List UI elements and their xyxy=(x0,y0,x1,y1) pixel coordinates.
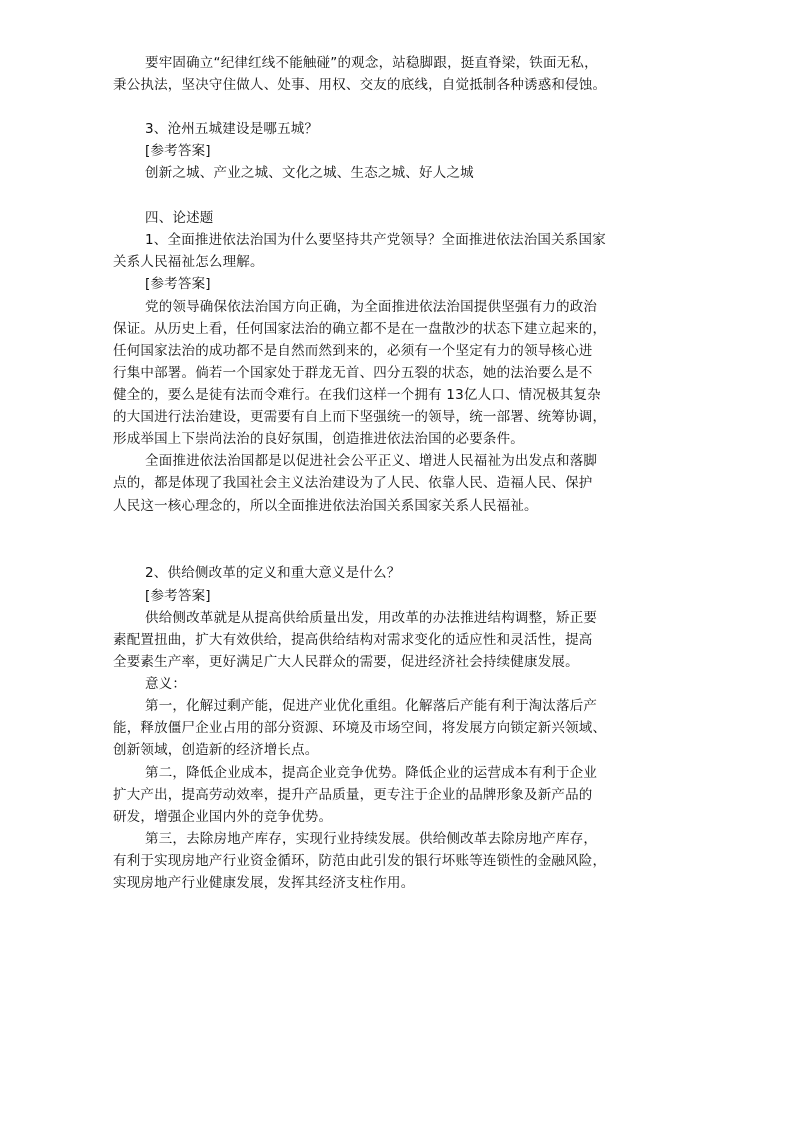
text-line: 意义： xyxy=(145,676,187,692)
text-line: 全要素生产率，更好满足广大人民群众的需要，促进经济社会持续健康发展。 xyxy=(113,654,579,670)
text-line: 创新领域，创造新的经济增长点。 xyxy=(113,742,319,758)
text-line: 第三，去除房地产库存，实现行业持续发展。供给侧改革去除房地产库存， xyxy=(145,831,598,847)
text-line: 3、沧州五城建设是哪五城？ xyxy=(145,121,319,137)
text-line: 2、供给侧改革的定义和重大意义是什么？ xyxy=(145,565,401,581)
text-line: 供给侧改革就是从提高供给质量出发，用改革的办法推进结构调整，矫正要 xyxy=(145,610,598,626)
text-line: 要牢固确立“纪律红线不能触碰”的观念，站稳脚跟，挺直脊梁，铁面无私， xyxy=(145,55,598,71)
text-line: 人民这一核心理念的，所以全面推进依法治国关系国家关系人民福祉。 xyxy=(113,498,538,514)
text-line: 形成举国上下崇尚法治的良好氛围，创造推进依法治国的必要条件。 xyxy=(113,431,524,447)
text-line: 能，释放僵尸企业占用的部分资源、环境及市场空间，将发展方向锁定新兴领域、 xyxy=(113,720,607,736)
text-line: 四、论述题 xyxy=(145,210,214,226)
text-line: 保证。从历史上看，任何国家法治的确立都不是在一盘散沙的状态下建立起来的， xyxy=(113,321,607,337)
text-line: 素配置扭曲，扩大有效供给，提高供给结构对需求变化的适应性和灵活性，提高 xyxy=(113,632,593,648)
text-line: 实现房地产行业健康发展，发挥其经济支柱作用。 xyxy=(113,875,415,891)
text-line: 秉公执法，坚决守住做人、处事、用权、交友的底线，自觉抵制各种诱惑和侵蚀。 xyxy=(113,77,607,93)
text-line: 全面推进依法治国都是以促进社会公平正义、增进人民福祉为出发点和落脚 xyxy=(145,453,598,469)
text-line: [参考答案] xyxy=(145,143,211,159)
text-line: 关系人民福祉怎么理解。 xyxy=(113,254,264,270)
text-line: 有利于实现房地产行业资金循环，防范由此引发的银行坏账等连锁性的金融风险， xyxy=(113,853,607,869)
text-line: 党的领导确保依法治国方向正确，为全面推进依法治国提供坚强有力的政治 xyxy=(145,299,598,315)
text-line: 行集中部署。倘若一个国家处于群龙无首、四分五裂的状态，她的法治要么是不 xyxy=(113,365,593,381)
text-line: [参考答案] xyxy=(145,276,211,292)
text-line: 创新之城、产业之城、文化之城、生态之城、好人之城 xyxy=(145,165,474,181)
text-line: 研发，增强企业国内外的竞争优势。 xyxy=(113,809,333,825)
text-line: 扩大产出，提高劳动效率，提升产品质量，更专注于企业的品牌形象及新产品的 xyxy=(113,787,593,803)
text-line: 任何国家法治的成功都不是自然而然到来的，必须有一个坚定有力的领导核心进 xyxy=(113,343,593,359)
text-line: 点的，都是体现了我国社会主义法治建设为了人民、依靠人民、造福人民、保护 xyxy=(113,475,593,491)
text-line: [参考答案] xyxy=(145,588,211,604)
text-line: 1、全面推进依法治国为什么要坚持共产党领导？全面推进依法治国关系国家 xyxy=(145,232,606,248)
text-line: 第一，化解过剩产能，促进产业优化重组。化解落后产能有利于淘汰落后产 xyxy=(145,698,598,714)
text-line: 健全的，要么是徒有法而令难行。在我们这样一个拥有 13亿人口、情况极其复杂 xyxy=(113,387,601,403)
text-line: 第二，降低企业成本，提高企业竞争优势。降低企业的运营成本有利于企业 xyxy=(145,765,598,781)
text-line: 的大国进行法治建设，更需要有自上而下坚强统一的领导，统一部署、统筹协调， xyxy=(113,409,607,425)
